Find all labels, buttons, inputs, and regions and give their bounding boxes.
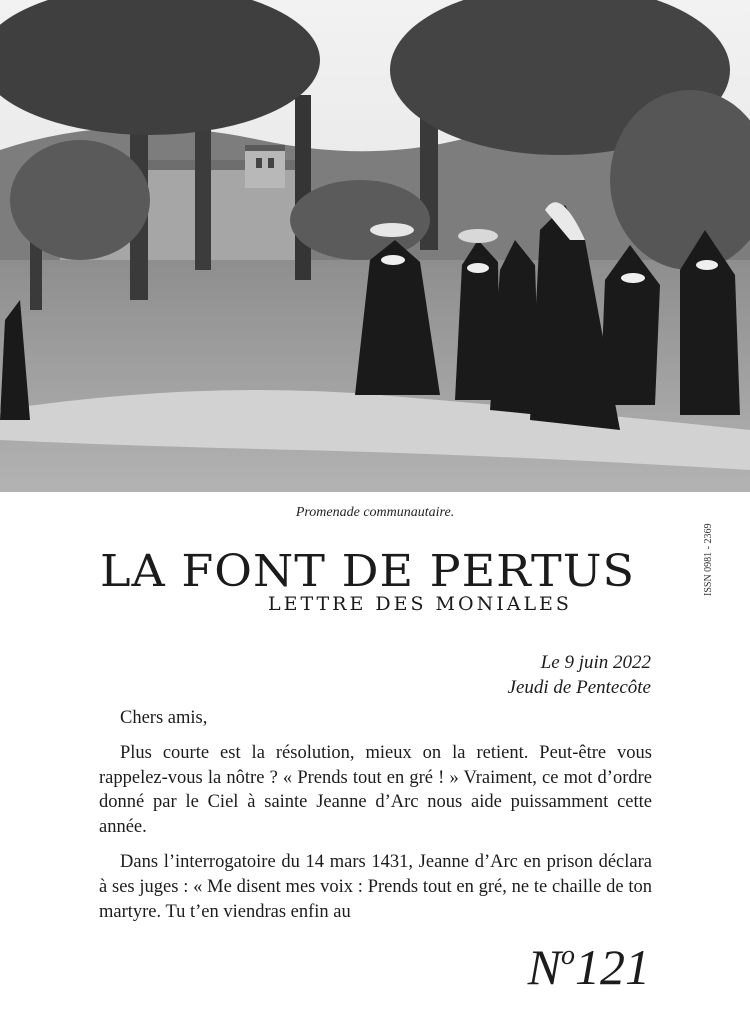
- issue-superscript: o: [561, 940, 575, 971]
- issn-number: ISSN 0981 - 2369: [703, 523, 714, 596]
- issue-number: [528, 938, 650, 996]
- letter-paragraph-2: Dans l’interrogatoire du 14 mars 1431, Jeanne d’Arc en prison déclara à ses juges : « Me disent mes voix : Prends tout en gré, ne te chaille de ton martyre. Tu t’en viendras enfin au: [99, 851, 652, 922]
- issue-digits: 121: [575, 939, 650, 995]
- photo-caption: Promenade communautaire.: [295, 505, 455, 520]
- issue-prefix: N: [527, 939, 561, 995]
- photo-illustration: [0, 0, 750, 492]
- letter-date: [508, 650, 651, 700]
- letter-paragraph-1: Plus courte est la résolution, mieux on la retient. Peut-être vous rappelez-vous la nôtre ? « Prends tout en gré ! » Vraiment, ce mot d’ordre donné par le Ciel à sainte Jeanne d’Arc nous aide puissamment cette année.: [99, 742, 652, 838]
- community-walk-photo: [0, 0, 750, 492]
- masthead-subtitle: LETTRE DES MONIALES: [268, 593, 572, 615]
- masthead-title: LA FONT DE PERTUS: [100, 545, 635, 597]
- date-line: Le 9 juin 2022: [540, 652, 651, 673]
- masthead: [100, 545, 660, 615]
- letter-greeting: Chers amis,: [120, 708, 208, 728]
- feast-day-line: Jeudi de Pentecôte: [507, 677, 651, 698]
- letter-body: [99, 706, 652, 934]
